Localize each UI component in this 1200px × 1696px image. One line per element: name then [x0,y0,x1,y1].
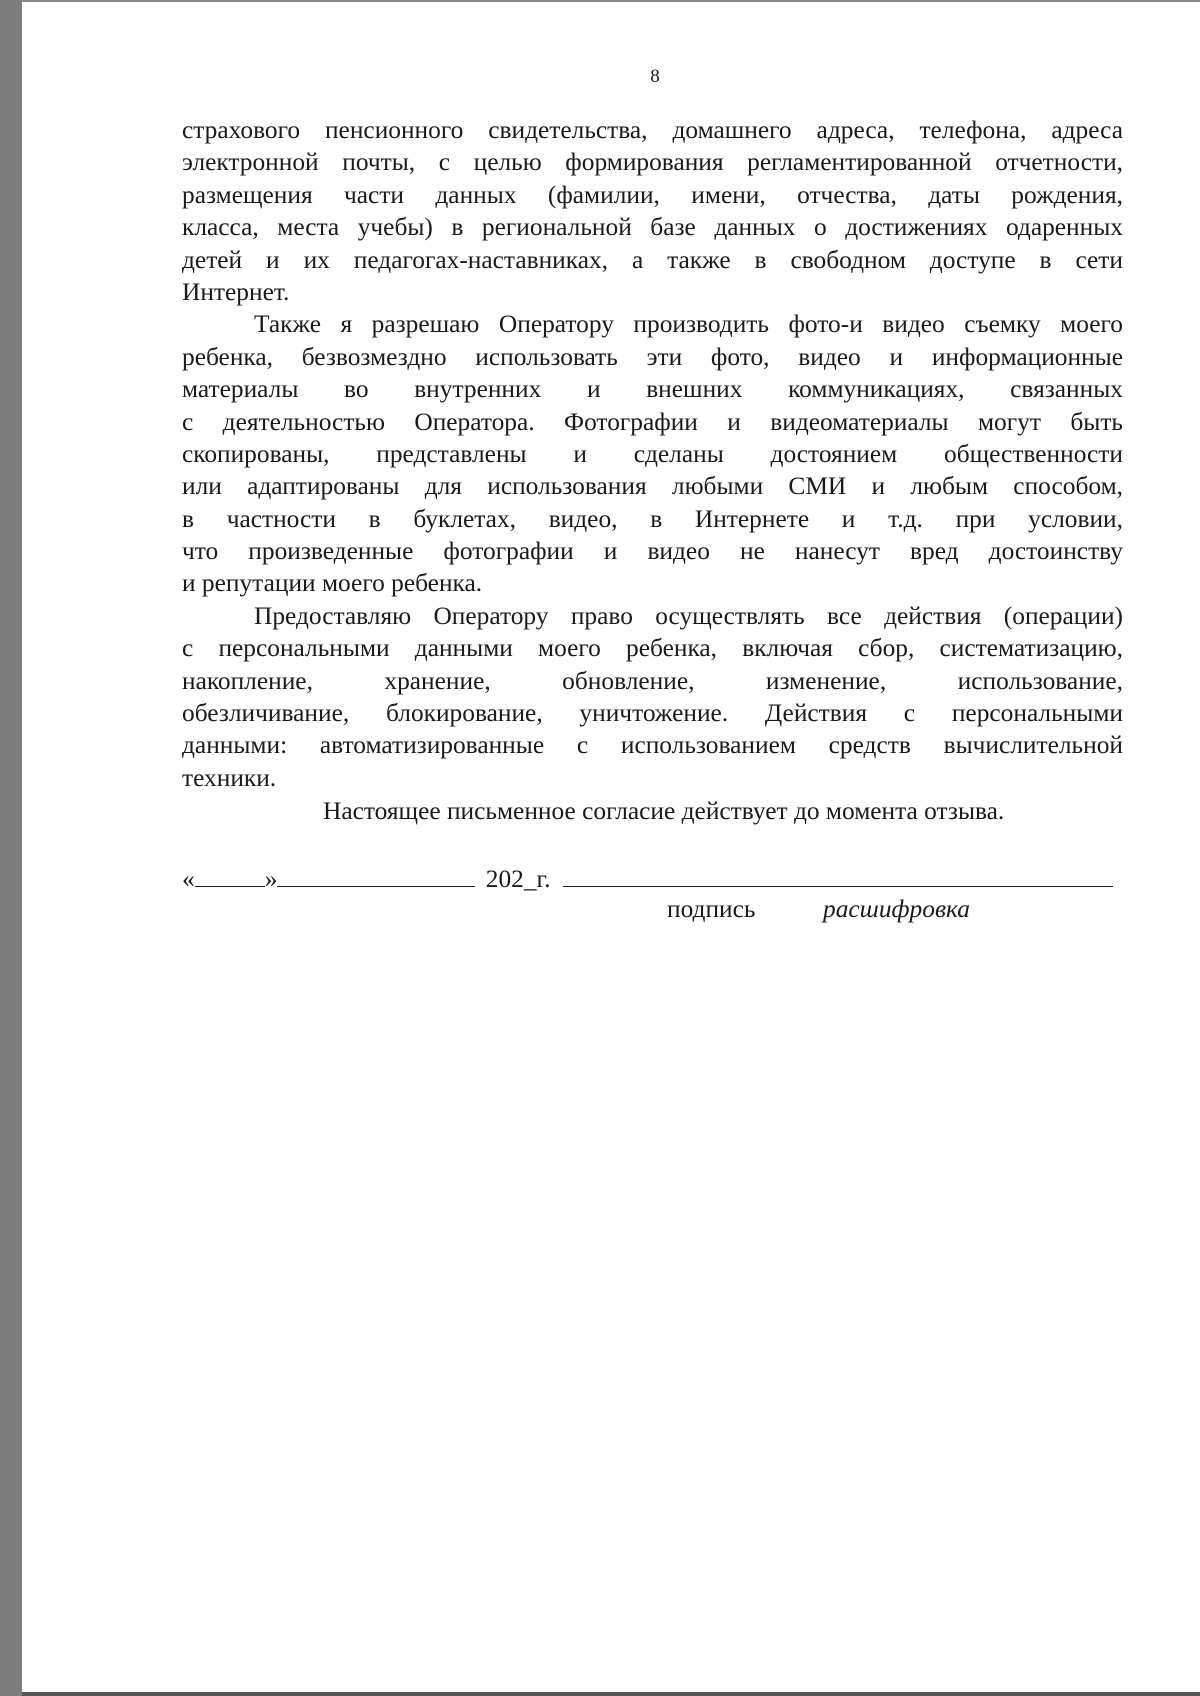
paragraph-line: класса, места учебы) в региональной базе данных о достижениях одаренных [182,213,1123,242]
paragraph-line: или адаптированы для использования любыми СМИ и любым способом, [182,472,1123,501]
paragraph-line: материалы во внутренних и внешних коммуникациях, связанных [182,375,1123,404]
paragraph-line: накопление, хранение, обновление, изменение, использование, [182,666,1123,695]
date-signature-row [182,862,1113,895]
open-quote: « [182,865,195,893]
paragraph-line: размещения части данных (фамилии, имени, отчества, даты рождения, [182,180,1123,209]
day-blank [195,862,265,887]
paragraph-line: детей и их педагогах-наставниках, а также в свободном доступе в сети [182,245,1123,274]
paragraph-line: Предоставляю Оператору право осуществлять все действия (операции) [254,601,1123,630]
paragraph-line: скопированы, представлены и сделаны достоянием общественности [182,439,1123,468]
scan-top-border [22,0,1200,2]
paragraph-line: обезличивание, блокирование, уничтожение. Действия с персональными [182,699,1123,728]
paragraph-line: в частности в буклетах, видео, в Интернете и т.д. при условии, [182,504,1123,533]
document-body [182,114,1123,794]
scan-bottom-border [22,1692,1200,1696]
paragraph-line: электронной почты, с целью формирования регламентированной отчетности, [182,148,1123,177]
paragraph-line: Интернет. [182,277,290,306]
paragraph-line: что произведенные фотографии и видео не нанесут вред достоинству [182,537,1123,566]
decoding-caption: расшифровка [823,895,970,923]
closing-statement: Настоящее письменное согласие действует до момента отзыва. [323,797,1005,825]
paragraph-line: Также я разрешаю Оператору производить фото-и видео съемку моего [254,310,1123,339]
paragraph-line: данными: автоматизированные с использованием средств вычислительной [182,731,1123,760]
paragraph-line: техники. [182,763,277,792]
paragraph-line: и репутации моего ребенка. [182,569,483,598]
year-text: 202_г. [485,865,551,893]
close-quote: » [264,865,278,893]
signature-caption: подпись [667,895,756,923]
paragraph-line: с деятельностью Оператора. Фотографии и видеоматериалы могут быть [182,407,1123,436]
paragraph-line: ребенка, безвозмездно использовать эти фото, видео и информационные [182,342,1123,371]
paragraph-line: с персональными данными моего ребенка, включая сбор, систематизацию, [182,634,1123,663]
signature-blank [563,862,1113,887]
month-blank [277,862,475,887]
paragraph-line: страхового пенсионного свидетельства, домашнего адреса, телефона, адреса [182,116,1123,144]
page-number: 8 [650,66,660,87]
scan-left-border [0,0,22,1696]
